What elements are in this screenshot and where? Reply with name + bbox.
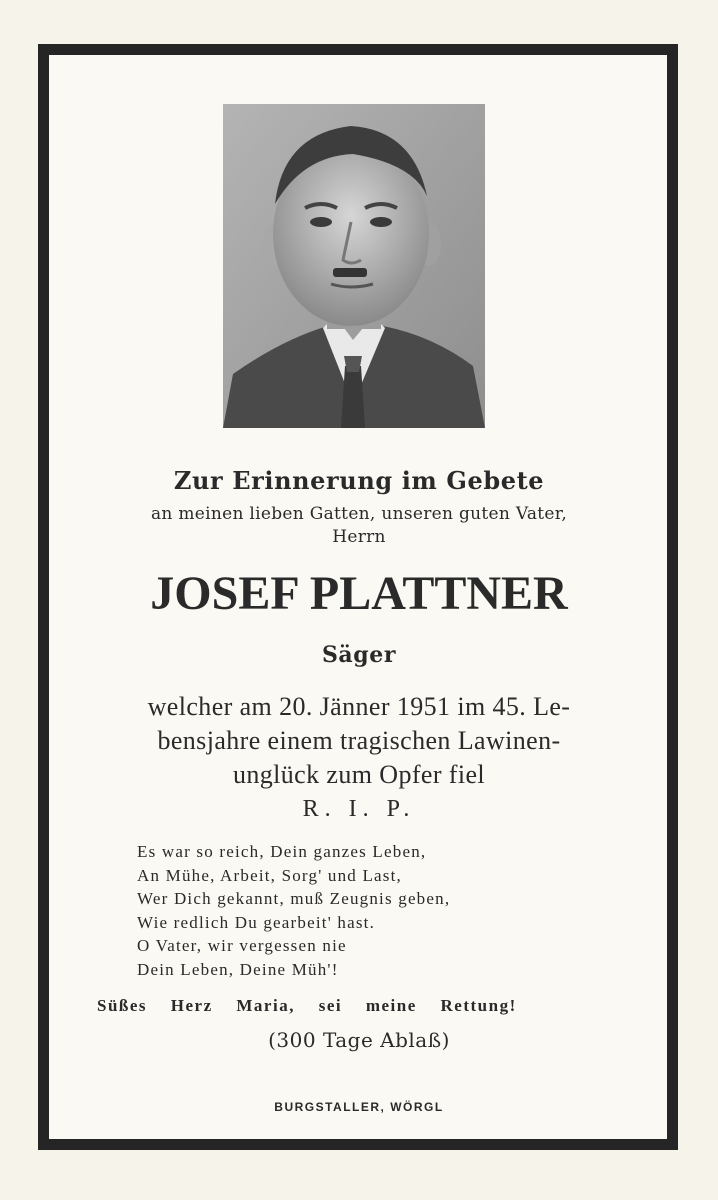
death-line: welcher am 20. Jänner 1951 im 45. Le-: [147, 692, 571, 721]
indulgence: (300 Tage Ablaß): [268, 1028, 450, 1052]
subheading: an meinen lieben Gatten, unseren guten Vater,: [150, 504, 568, 524]
poem-line: Wer Dich gekannt, muß Zeugnis geben,: [137, 889, 451, 908]
poem-line: O Vater, wir vergessen nie: [137, 936, 347, 955]
poem-line: An Mühe, Arbeit, Sorg' und Last,: [137, 865, 402, 885]
deceased-name: JOSEF PLATTNER: [150, 567, 568, 620]
poem-line: Es war so reich, Dein ganzes Leben,: [137, 842, 427, 861]
prayer: Süßes Herz Maria, sei meine Rettung!: [97, 996, 517, 1015]
rip: R. I. P.: [302, 796, 416, 822]
death-line: unglück zum Opfer fiel: [232, 760, 486, 789]
printer-imprint: BURGSTALLER, WÖRGL: [274, 1100, 444, 1114]
portrait-photo: [223, 104, 485, 428]
title-prefix: Herrn: [332, 527, 386, 547]
poem: [137, 840, 450, 981]
death-notice: [48, 690, 670, 792]
heading: Zur Erinnerung im Gebete: [173, 466, 545, 495]
death-line: bensjahre einem tragischen Lawinen-: [157, 726, 561, 755]
occupation: Säger: [321, 642, 397, 668]
poem-line: Wie redlich Du gearbeit' hast.: [137, 912, 376, 932]
poem-line: Dein Leben, Deine Müh'!: [137, 959, 339, 979]
